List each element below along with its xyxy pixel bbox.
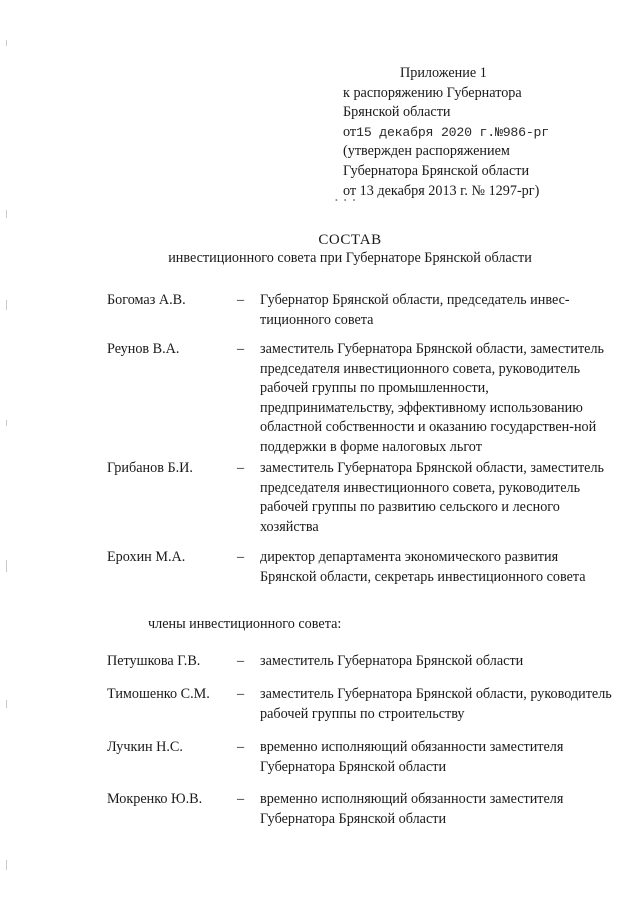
- number-label: №: [494, 124, 503, 140]
- scan-mark: [6, 860, 7, 870]
- members-label: члены инвестиционного совета:: [148, 616, 342, 632]
- appendix-line: к распоряжению Губернатора: [343, 84, 522, 101]
- person-role: заместитель Губернатора Брянской области, заместитель председателя инвестиционного совета, руководитель рабочей группы по промышленности, предпринимательству, эффективному использованию областной собственности и оказанию государствен-ной поддержки в форме налоговых льгот: [260, 341, 605, 455]
- dash: –: [237, 341, 245, 357]
- dash: –: [237, 739, 245, 755]
- document-title: СОСТАВ: [318, 232, 382, 248]
- person-role: заместитель Губернатора Брянской области, заместитель председателя инвестиционного совета, руководитель рабочей группы по развитию сельского и лесного хозяйства: [260, 460, 605, 535]
- person-name: Мокренко Ю.В.: [107, 791, 203, 807]
- appendix-title: Приложение 1: [400, 65, 487, 81]
- scan-mark: [6, 40, 7, 46]
- scan-mark: [6, 560, 7, 572]
- scan-mark: [6, 210, 7, 218]
- person-name: Петушкова Г.В.: [107, 653, 201, 669]
- person-name: Реунов В.А.: [107, 341, 180, 357]
- number-value: 986-рг: [502, 124, 549, 140]
- person-role: временно исполняющий обязанности заместителя Губернатора Брянской области: [260, 739, 564, 775]
- dash: –: [237, 549, 245, 565]
- person-role: заместитель Губернатора Брянской области: [260, 653, 524, 669]
- date-prefix: от: [343, 123, 357, 140]
- person-name: Лучкин Н.С.: [107, 739, 183, 755]
- dash: –: [237, 653, 245, 669]
- appendix-line: Брянской области: [343, 104, 451, 121]
- scan-mark: [6, 420, 7, 426]
- date-value: 15 декабря 2020 г.: [356, 124, 495, 140]
- appendix-line: Губернатора Брянской области: [343, 162, 530, 179]
- person-name: Богомаз А.В.: [107, 292, 186, 308]
- person-role: Губернатор Брянской области, председатель инвес-тиционного совета: [260, 292, 570, 328]
- person-role: заместитель Губернатора Брянской области, руководитель рабочей группы по строительству: [260, 686, 612, 722]
- scan-mark: [6, 700, 7, 708]
- dash: –: [237, 460, 245, 476]
- appendix-line: (утвержден распоряжением: [343, 143, 510, 160]
- dash: –: [237, 686, 245, 702]
- document-subtitle: инвестиционного совета при Губернаторе Брянской области: [168, 250, 532, 266]
- dash: –: [237, 292, 245, 308]
- person-name: Тимошенко С.М.: [107, 686, 210, 702]
- person-name: Ерохин М.А.: [107, 549, 186, 565]
- appendix-block: [343, 64, 623, 201]
- scan-mark: [6, 300, 7, 310]
- appendix-line: от 13 декабря 2013 г. № 1297-рг): [343, 182, 540, 199]
- scan-dots: • • •: [335, 196, 358, 205]
- appendix-date-line: [343, 123, 623, 143]
- dash: –: [237, 791, 245, 807]
- person-name: Грибанов Б.И.: [107, 460, 193, 476]
- person-role: директор департамента экономического развития Брянской области, секретарь инвестиционного совета: [260, 549, 586, 585]
- person-role: временно исполняющий обязанности заместителя Губернатора Брянской области: [260, 791, 564, 827]
